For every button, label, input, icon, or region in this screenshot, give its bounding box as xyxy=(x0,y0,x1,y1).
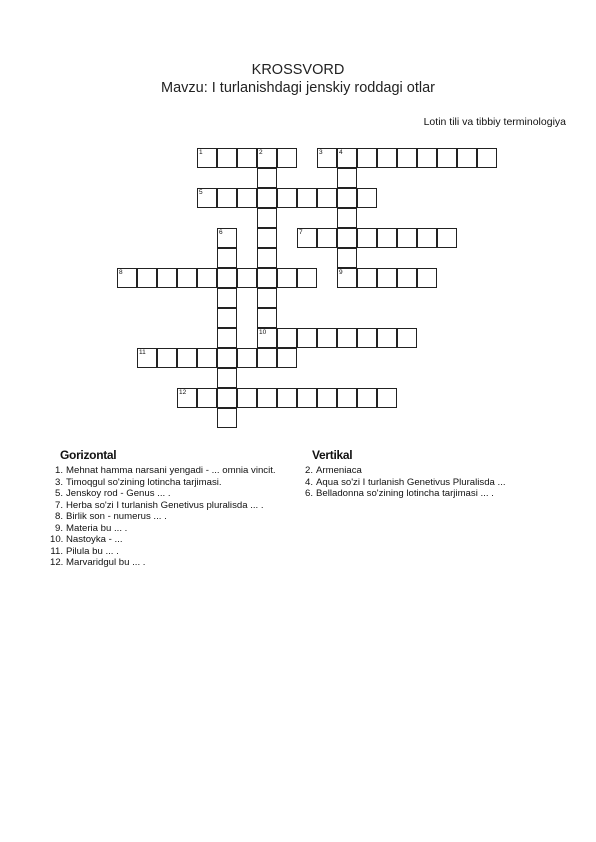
crossword-cell[interactable] xyxy=(257,288,277,308)
crossword-cell[interactable] xyxy=(217,248,237,268)
crossword-cell[interactable] xyxy=(157,268,177,288)
vertical-clue-list xyxy=(300,465,560,500)
clue-item xyxy=(50,546,300,557)
clue-text: Armeniaca xyxy=(316,465,362,476)
horizontal-clue-list xyxy=(50,465,300,569)
crossword-cell[interactable] xyxy=(337,188,357,208)
crossword-cell[interactable] xyxy=(357,188,377,208)
clue-text: Belladonna so'zining lotincha tarjimasi ... . xyxy=(316,488,494,499)
clue-number: 7. xyxy=(54,499,63,511)
horizontal-heading: Gorizontal xyxy=(60,448,117,462)
crossword-cell[interactable] xyxy=(277,268,297,288)
clue-number: 2. xyxy=(304,465,313,476)
crossword-cell[interactable] xyxy=(457,148,477,168)
crossword-cell[interactable] xyxy=(257,208,277,228)
crossword-cell[interactable] xyxy=(297,388,317,408)
cell-number: 5 xyxy=(199,189,203,196)
crossword-cell[interactable] xyxy=(397,228,417,248)
clue-text: Materia bu ... . xyxy=(66,522,128,534)
crossword-cell[interactable] xyxy=(257,268,277,288)
clue-item xyxy=(50,477,300,488)
clue-item xyxy=(50,465,300,476)
cell-number: 8 xyxy=(119,269,123,276)
clue-item xyxy=(300,488,560,499)
crossword-cell[interactable] xyxy=(297,228,317,248)
crossword-cell[interactable] xyxy=(317,328,337,348)
crossword-cell[interactable] xyxy=(437,228,457,248)
crossword-cell[interactable] xyxy=(317,388,337,408)
crossword-cell[interactable] xyxy=(437,148,457,168)
crossword-cell[interactable] xyxy=(197,188,217,208)
vertical-heading: Vertikal xyxy=(312,448,353,462)
crossword-cell[interactable] xyxy=(177,388,197,408)
crossword-cell[interactable] xyxy=(237,148,257,168)
clue-number: 11. xyxy=(50,545,63,557)
crossword-cell[interactable] xyxy=(257,188,277,208)
crossword-cell[interactable] xyxy=(257,228,277,248)
crossword-cell[interactable] xyxy=(137,348,157,368)
crossword-cell[interactable] xyxy=(337,328,357,348)
clue-item xyxy=(50,511,300,522)
clue-text: Birlik son - numerus ... . xyxy=(66,511,167,522)
crossword-cell[interactable] xyxy=(197,388,217,408)
crossword-cell[interactable] xyxy=(337,208,357,228)
clue-text: Aqua so'zi I turlanish Genetivus Pluralisda ... xyxy=(316,476,506,488)
page-subtitle: Mavzu: I turlanishdagi jenskiy roddagi otlar xyxy=(160,80,436,96)
crossword-cell[interactable] xyxy=(397,268,417,288)
crossword-cell[interactable] xyxy=(337,388,357,408)
clue-item xyxy=(50,557,300,568)
clue-item xyxy=(300,477,560,488)
clue-item xyxy=(300,465,560,476)
crossword-cell[interactable] xyxy=(277,148,297,168)
cell-number: 6 xyxy=(219,229,223,236)
crossword-cell[interactable] xyxy=(237,388,257,408)
clue-text: Nastoyka - ... xyxy=(66,534,123,545)
clue-number: 4. xyxy=(304,476,313,488)
subject-label: Lotin tili va tibbiy terminologiya xyxy=(423,116,566,128)
crossword-cell[interactable] xyxy=(137,268,157,288)
crossword-cell[interactable] xyxy=(257,168,277,188)
crossword-cell[interactable] xyxy=(357,148,377,168)
crossword-cell[interactable] xyxy=(357,328,377,348)
crossword-cell[interactable] xyxy=(257,388,277,408)
cell-number: 10 xyxy=(259,329,267,336)
cell-number: 1 xyxy=(199,149,203,156)
crossword-cell[interactable] xyxy=(197,148,217,168)
clue-text: Herba so'zi I turlanish Genetivus pluralisda ... . xyxy=(66,499,264,511)
crossword-cell[interactable] xyxy=(217,288,237,308)
crossword-cell[interactable] xyxy=(257,328,277,348)
crossword-cell[interactable] xyxy=(297,268,317,288)
crossword-cell[interactable] xyxy=(317,228,337,248)
clue-text: Mehnat hamma narsani yengadi - ... omnia vincit. xyxy=(66,465,276,476)
crossword-cell[interactable] xyxy=(297,188,317,208)
crossword-cell[interactable] xyxy=(257,348,277,368)
crossword-cell[interactable] xyxy=(217,308,237,328)
crossword-cell[interactable] xyxy=(317,148,337,168)
clue-item xyxy=(50,523,300,534)
crossword-cell[interactable] xyxy=(197,268,217,288)
crossword-cell[interactable] xyxy=(217,328,237,348)
clue-number: 5. xyxy=(54,488,63,499)
clue-text: Pilula bu ... . xyxy=(66,545,119,557)
crossword-cell[interactable] xyxy=(357,388,377,408)
crossword-cell[interactable] xyxy=(217,188,237,208)
crossword-cell[interactable] xyxy=(237,348,257,368)
crossword-cell[interactable] xyxy=(377,228,397,248)
crossword-cell[interactable] xyxy=(337,168,357,188)
crossword-cell[interactable] xyxy=(177,268,197,288)
crossword-cell[interactable] xyxy=(277,328,297,348)
clue-text: Marvaridgul bu ... . xyxy=(66,557,146,568)
crossword-cell[interactable] xyxy=(397,148,417,168)
crossword-cell[interactable] xyxy=(257,308,277,328)
crossword-cell[interactable] xyxy=(357,228,377,248)
crossword-cell[interactable] xyxy=(257,248,277,268)
crossword-cell[interactable] xyxy=(337,228,357,248)
clue-number: 3. xyxy=(54,476,63,488)
crossword-cell[interactable] xyxy=(217,148,237,168)
crossword-cell[interactable] xyxy=(117,268,137,288)
crossword-cell[interactable] xyxy=(377,268,397,288)
crossword-cell[interactable] xyxy=(337,268,357,288)
crossword-cell[interactable] xyxy=(317,188,337,208)
crossword-cell[interactable] xyxy=(237,268,257,288)
crossword-cell[interactable] xyxy=(177,348,197,368)
crossword-cell[interactable] xyxy=(237,188,257,208)
crossword-cell[interactable] xyxy=(357,268,377,288)
cell-number: 9 xyxy=(339,269,343,276)
cell-number: 2 xyxy=(259,149,263,156)
crossword-cell[interactable] xyxy=(477,148,497,168)
cell-number: 12 xyxy=(179,389,187,396)
clue-number: 6. xyxy=(304,488,313,499)
crossword-cell[interactable] xyxy=(377,148,397,168)
clue-text: Timoqgul so'zining lotincha tarjimasi. xyxy=(66,476,222,488)
crossword-cell[interactable] xyxy=(297,328,317,348)
cell-number: 7 xyxy=(299,229,303,236)
crossword-cell[interactable] xyxy=(277,188,297,208)
crossword-cell[interactable] xyxy=(217,368,237,388)
crossword-cell[interactable] xyxy=(417,148,437,168)
cell-number: 11 xyxy=(139,349,146,356)
clue-number: 12. xyxy=(50,557,64,568)
crossword-cell[interactable] xyxy=(217,388,237,408)
crossword-cell[interactable] xyxy=(417,268,437,288)
cell-number: 3 xyxy=(319,149,323,156)
clue-text: Jenskoy rod - Genus ... . xyxy=(66,488,171,499)
crossword-cell[interactable] xyxy=(397,328,417,348)
crossword-cell[interactable] xyxy=(337,148,357,168)
crossword-cell[interactable] xyxy=(217,268,237,288)
crossword-cell[interactable] xyxy=(157,348,177,368)
clue-number: 1. xyxy=(54,465,63,476)
crossword-cell[interactable] xyxy=(377,328,397,348)
crossword-cell[interactable] xyxy=(217,408,237,428)
crossword-cell[interactable] xyxy=(257,148,277,168)
crossword-cell[interactable] xyxy=(277,348,297,368)
crossword-cell[interactable] xyxy=(377,388,397,408)
crossword-cell[interactable] xyxy=(217,228,237,248)
cell-number: 4 xyxy=(339,149,343,156)
clue-item xyxy=(50,534,300,545)
crossword-cell[interactable] xyxy=(337,248,357,268)
crossword-cell[interactable] xyxy=(277,388,297,408)
crossword-cell[interactable] xyxy=(197,348,217,368)
clue-number: 8. xyxy=(54,511,63,522)
crossword-cell[interactable] xyxy=(217,348,237,368)
clue-item xyxy=(50,500,300,511)
page-title: KROSSVORD xyxy=(251,62,345,78)
crossword-cell[interactable] xyxy=(417,228,437,248)
clue-number: 9. xyxy=(54,522,63,534)
clue-number: 10. xyxy=(50,534,64,545)
clue-item xyxy=(50,488,300,499)
